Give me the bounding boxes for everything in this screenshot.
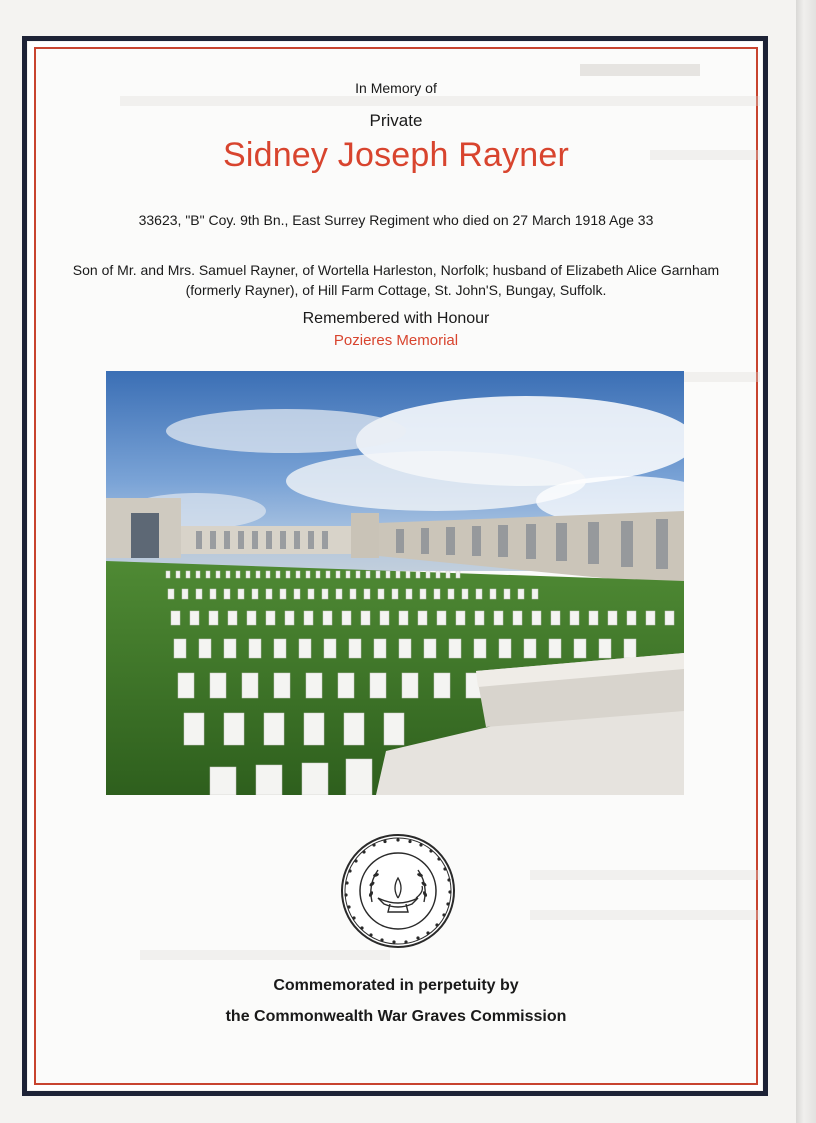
cwgc-emblem — [338, 832, 458, 950]
rank-label: Private — [369, 111, 423, 130]
in-memory-heading: In Memory of — [355, 80, 437, 96]
cwgc-emblem-icon — [338, 832, 458, 950]
family-details — [36, 260, 756, 300]
page-edge — [796, 0, 816, 1123]
memorial-name: Pozieres Memorial — [333, 332, 459, 349]
family-line-2: (formerly Rayner), of Hill Farm Cottage, St. John'S, Bungay, Suffolk. — [185, 282, 607, 298]
remembered-heading: Remembered with Honour — [302, 310, 490, 327]
commemorated-line-2: the Commonwealth War Graves Commission — [225, 1008, 567, 1025]
service-details: 33623, "B" Coy. 9th Bn., East Surrey Regiment who died on 27 March 1918 Age 33 — [138, 212, 654, 228]
commemorated-line-1: Commemorated in perpetuity by — [273, 977, 519, 994]
soldier-name: Sidney Joseph Rayner — [222, 136, 570, 174]
cemetery-photo-icon — [106, 371, 684, 795]
cemetery-photo — [106, 371, 684, 795]
family-line-1: Son of Mr. and Mrs. Samuel Rayner, of Wortella Harleston, Norfolk; husband of Elizabeth Alice Garnham — [72, 262, 720, 278]
